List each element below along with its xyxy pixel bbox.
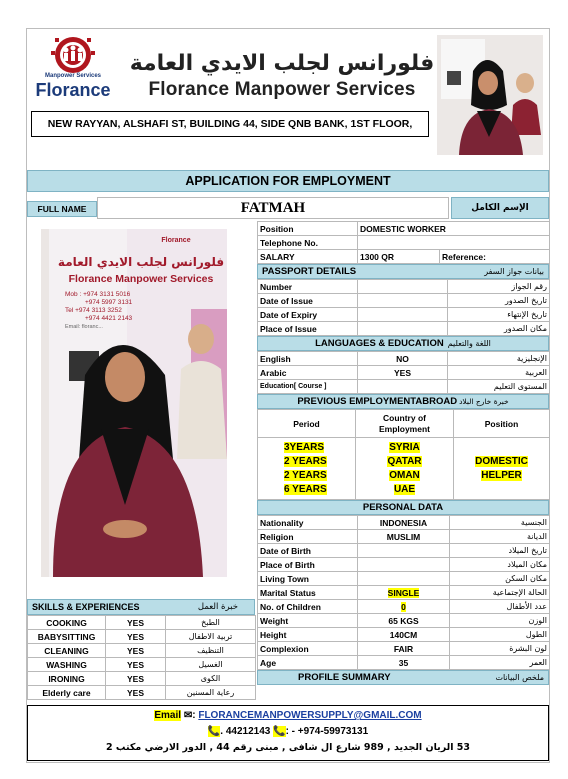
language-value: [358, 380, 448, 394]
position-header: Position: [454, 410, 550, 438]
abroad-position-line-1: DOMESTIC: [475, 455, 528, 467]
skills-panel: [27, 599, 255, 700]
company-name-english: Florance Manpower Services: [148, 79, 416, 100]
countries-list: [358, 441, 451, 497]
full-name-value: FATMAH: [97, 197, 449, 219]
skill-value: YES: [106, 644, 166, 658]
personal-field-label: Living Town: [258, 572, 358, 586]
personal-row: [258, 516, 550, 530]
passport-field-value: [358, 294, 448, 308]
banner-title-english: Florance Manpower Services: [68, 273, 214, 285]
banner-tel-1: +974 3113 3252: [75, 307, 122, 314]
passport-row: [258, 280, 550, 294]
skill-value: YES: [106, 686, 166, 700]
banner-contacts: [65, 291, 132, 331]
period-item: 2 YEARS: [284, 455, 327, 467]
employment-title: PREVIOUS EMPLOYMENTABROAD: [297, 396, 458, 407]
contact-footer: [27, 705, 549, 761]
personal-field-value: [358, 628, 450, 642]
employment-table: [257, 409, 550, 500]
personal-row: [258, 572, 550, 586]
period-item: 6 YEARS: [284, 483, 327, 495]
employment-header-row: [258, 410, 550, 438]
passport-row: [258, 322, 550, 336]
skill-row: [28, 616, 256, 630]
passport-title-arabic: بيانات جواز السفر: [484, 267, 544, 276]
position-cell: [454, 438, 550, 500]
banner-tel-2: +974 4421 2143: [85, 315, 133, 322]
country-item: OMAN: [389, 469, 420, 481]
personal-field-label-arabic: تاريخ الميلاد: [450, 544, 550, 558]
personal-field-value: [358, 614, 450, 628]
passport-field-value: [358, 308, 448, 322]
passport-title: PASSPORT DETAILS: [262, 266, 357, 277]
skill-label: CLEANING: [28, 644, 106, 658]
passport-section-header: [257, 264, 549, 279]
skill-label: Elderly care: [28, 686, 106, 700]
application-title: APPLICATION FOR EMPLOYMENT: [27, 170, 549, 192]
passport-field-label: Date of Issue: [258, 294, 358, 308]
phone-icon-2: 📞: [273, 726, 286, 737]
languages-table: [257, 351, 550, 394]
skill-row: [28, 672, 256, 686]
passport-row: [258, 308, 550, 322]
footer-address-arabic: 53 الريان الجديد , 989 شارع ال شافى , مبنى رقم 44 , الدور الارضي مكتب 2: [106, 742, 470, 753]
personal-row: [258, 558, 550, 572]
personal-section-header: PERSONAL DATA: [257, 500, 549, 515]
footer-email-label: Email: [154, 710, 182, 721]
personal-field-label: Religion: [258, 530, 358, 544]
personal-field-label-arabic: عدد الأطفال: [450, 600, 550, 614]
passport-field-value: [358, 280, 448, 294]
personal-field-label: Date of Birth: [258, 544, 358, 558]
country-header: Country of Employment: [356, 410, 454, 438]
telephone-value: [358, 236, 550, 250]
position-label: Position: [258, 222, 358, 236]
skill-label-arabic: الكوى: [166, 672, 256, 686]
skill-label: IRONING: [28, 672, 106, 686]
passport-field-label: Number: [258, 280, 358, 294]
details-panel: [257, 221, 549, 685]
personal-row: [258, 600, 550, 614]
position-value: DOMESTIC WORKER: [358, 222, 550, 236]
personal-field-value: [358, 656, 450, 670]
personal-field-label-arabic: العمر: [450, 656, 550, 670]
skill-label-arabic: تربية الاطفال: [166, 630, 256, 644]
banner-logo: Florance: [161, 237, 191, 244]
application-form: [26, 28, 550, 763]
passport-field-label-arabic: رقم الجواز: [448, 280, 550, 294]
company-address: NEW RAYYAN, ALSHAFI ST, BUILDING 44, SIDE QNB BANK, 1ST FLOOR,: [31, 111, 429, 137]
telephone-row: [258, 236, 550, 250]
languages-title-arabic: اللغة والتعليم: [447, 339, 491, 348]
personal-field-label: Age: [258, 656, 358, 670]
salary-row: [258, 250, 550, 264]
skill-row: [28, 644, 256, 658]
period-item: 2 YEARS: [284, 469, 327, 481]
skill-row: [28, 630, 256, 644]
personal-field-value-text: SINGLE: [387, 587, 420, 598]
personal-field-label: Weight: [258, 614, 358, 628]
skill-value: YES: [106, 658, 166, 672]
employment-title-arabic: خبرة خارج البلاد: [459, 397, 509, 406]
skills-section-header: [27, 599, 255, 615]
footer-phone-2: +974-59973131: [297, 726, 369, 737]
personal-field-label: Nationality: [258, 516, 358, 530]
logo-tagline: Manpower Services: [44, 73, 102, 79]
skills-title-arabic: خبرة العمل: [197, 602, 238, 612]
period-item: 3YEARS: [284, 441, 325, 453]
personal-row: [258, 530, 550, 544]
personal-field-value: [358, 530, 450, 544]
email-icon: ✉:: [183, 710, 196, 721]
country-item: UAE: [393, 483, 416, 495]
full-name-label: FULL NAME: [27, 201, 97, 217]
language-label: Arabic: [258, 366, 358, 380]
personal-row: [258, 642, 550, 656]
banner-mob-2: +974 5997 3131: [85, 299, 133, 306]
personal-field-label-arabic: الجنسية: [450, 516, 550, 530]
salary-value: 1300 QR: [358, 250, 440, 264]
footer-phone-line: 📞. 44212143 📞: - +974-59973131: [207, 726, 369, 737]
personal-field-value: [358, 586, 450, 600]
skill-row: [28, 658, 256, 672]
personal-field-value-text: 140CM: [389, 629, 418, 640]
country-item: QATAR: [387, 455, 422, 467]
personal-field-label-arabic: الوزن: [450, 614, 550, 628]
personal-field-value: [358, 600, 450, 614]
applicant-photo-small: [437, 35, 543, 155]
abroad-position-line-2: HELPER: [481, 469, 522, 481]
personal-field-label-arabic: مكان الميلاد: [450, 558, 550, 572]
banner-mob-1: +974 3131 5016: [83, 291, 131, 298]
personal-field-label: Marital Status: [258, 586, 358, 600]
personal-field-value: [358, 642, 450, 656]
personal-field-label: Complexion: [258, 642, 358, 656]
period-header: Period: [258, 410, 356, 438]
position-row: [258, 222, 550, 236]
passport-field-label-arabic: تاريخ الصدور: [448, 294, 550, 308]
personal-field-value: [358, 572, 450, 586]
personal-field-value: [358, 516, 450, 530]
job-table: [257, 221, 550, 264]
personal-field-label-arabic: مكان السكن: [450, 572, 550, 586]
full-name-label-arabic: الإسم الكامل: [451, 197, 549, 219]
personal-field-label: Height: [258, 628, 358, 642]
personal-field-value: [358, 544, 450, 558]
personal-row: [258, 544, 550, 558]
personal-field-value-text: FAIR: [393, 643, 414, 654]
personal-field-value-text: 35: [398, 657, 409, 668]
personal-row: [258, 656, 550, 670]
employment-section-header: [257, 394, 549, 409]
personal-field-label-arabic: لون البشرة: [450, 642, 550, 656]
passport-field-label: Place of Issue: [258, 322, 358, 336]
language-value: NO: [358, 352, 448, 366]
footer-phone-1: 44212143: [225, 726, 271, 737]
skill-row: [28, 686, 256, 700]
language-label-arabic: العربية: [448, 366, 550, 380]
passport-field-label-arabic: مكان الصدور: [448, 322, 550, 336]
banner-email: Email: floranc...: [65, 324, 103, 330]
passport-row: [258, 294, 550, 308]
skill-value: YES: [106, 672, 166, 686]
salary-label: SALARY: [258, 250, 358, 264]
languages-title: LANGUAGES & EDUCATION: [315, 338, 444, 349]
personal-field-value-text: 0: [401, 601, 406, 612]
profile-summary-title-arabic: ملخص البيانات: [495, 673, 544, 682]
skills-table: [27, 615, 256, 700]
skill-label-arabic: رعاية المسنين: [166, 686, 256, 700]
period-cell: [258, 438, 356, 500]
personal-row: [258, 586, 550, 600]
periods-list: [284, 441, 353, 497]
personal-field-value: [358, 558, 450, 572]
skill-label: WASHING: [28, 658, 106, 672]
language-label-arabic: المستوى التعليم: [448, 380, 550, 394]
personal-field-label: Place of Birth: [258, 558, 358, 572]
banner-tel-label: Tel: [65, 307, 74, 314]
personal-field-value-text: 65 KGS: [388, 615, 419, 626]
passport-field-label-arabic: تاريخ الإنتهاء: [448, 308, 550, 322]
personal-row: [258, 614, 550, 628]
language-label-arabic: الإنجليزية: [448, 352, 550, 366]
personal-table: [257, 515, 550, 670]
company-logo: [33, 33, 113, 109]
skill-value: YES: [106, 630, 166, 644]
applicant-photo-main: [41, 229, 227, 577]
language-row: [258, 366, 550, 380]
company-name-arabic: فلورانس لجلب الايدي العامة: [129, 51, 435, 76]
skill-label: BABYSITTING: [28, 630, 106, 644]
footer-email-line: [28, 710, 548, 721]
full-name-row: [27, 197, 549, 219]
country-item: SYRIA: [389, 441, 420, 453]
personal-field-value-text: INDONESIA: [379, 517, 428, 528]
phone-icon: 📞: [207, 726, 221, 737]
profile-summary-title: PROFILE SUMMARY: [298, 672, 391, 683]
banner-mob-label: Mob :: [65, 291, 82, 298]
skill-label-arabic: التنظيف: [166, 644, 256, 658]
personal-field-value-text: MUSLIM: [386, 531, 421, 542]
skill-value: YES: [106, 616, 166, 630]
logo-brand: Florance: [35, 80, 111, 100]
passport-field-label: Date of Expiry: [258, 308, 358, 322]
skill-label-arabic: الطبخ: [166, 616, 256, 630]
language-row: [258, 380, 550, 394]
language-value: YES: [358, 366, 448, 380]
banner-title-arabic: فلورانس لجلب الايدي العامة: [57, 255, 225, 269]
telephone-label: Telephone No.: [258, 236, 358, 250]
language-label: English: [258, 352, 358, 366]
language-row: [258, 352, 550, 366]
personal-field-label-arabic: الطول: [450, 628, 550, 642]
skill-label: COOKING: [28, 616, 106, 630]
personal-field-label-arabic: الديانة: [450, 530, 550, 544]
passport-table: [257, 279, 550, 336]
country-cell: [356, 438, 454, 500]
employment-data-row: [258, 438, 550, 500]
profile-summary-header: [257, 670, 549, 685]
personal-row: [258, 628, 550, 642]
language-label: Education[ Course ]: [258, 380, 358, 394]
reference-label: Reference:: [440, 250, 550, 264]
languages-section-header: [257, 336, 549, 351]
personal-field-label-arabic: الحالة الإجتماعية: [450, 586, 550, 600]
skills-title: SKILLS & EXPERIENCES: [32, 602, 140, 612]
skill-label-arabic: الغسيل: [166, 658, 256, 672]
personal-field-label: No. of Children: [258, 600, 358, 614]
footer-email-link[interactable]: FLORANCEMANPOWERSUPPLY@GMAIL.COM: [198, 710, 422, 721]
passport-field-value: [358, 322, 448, 336]
